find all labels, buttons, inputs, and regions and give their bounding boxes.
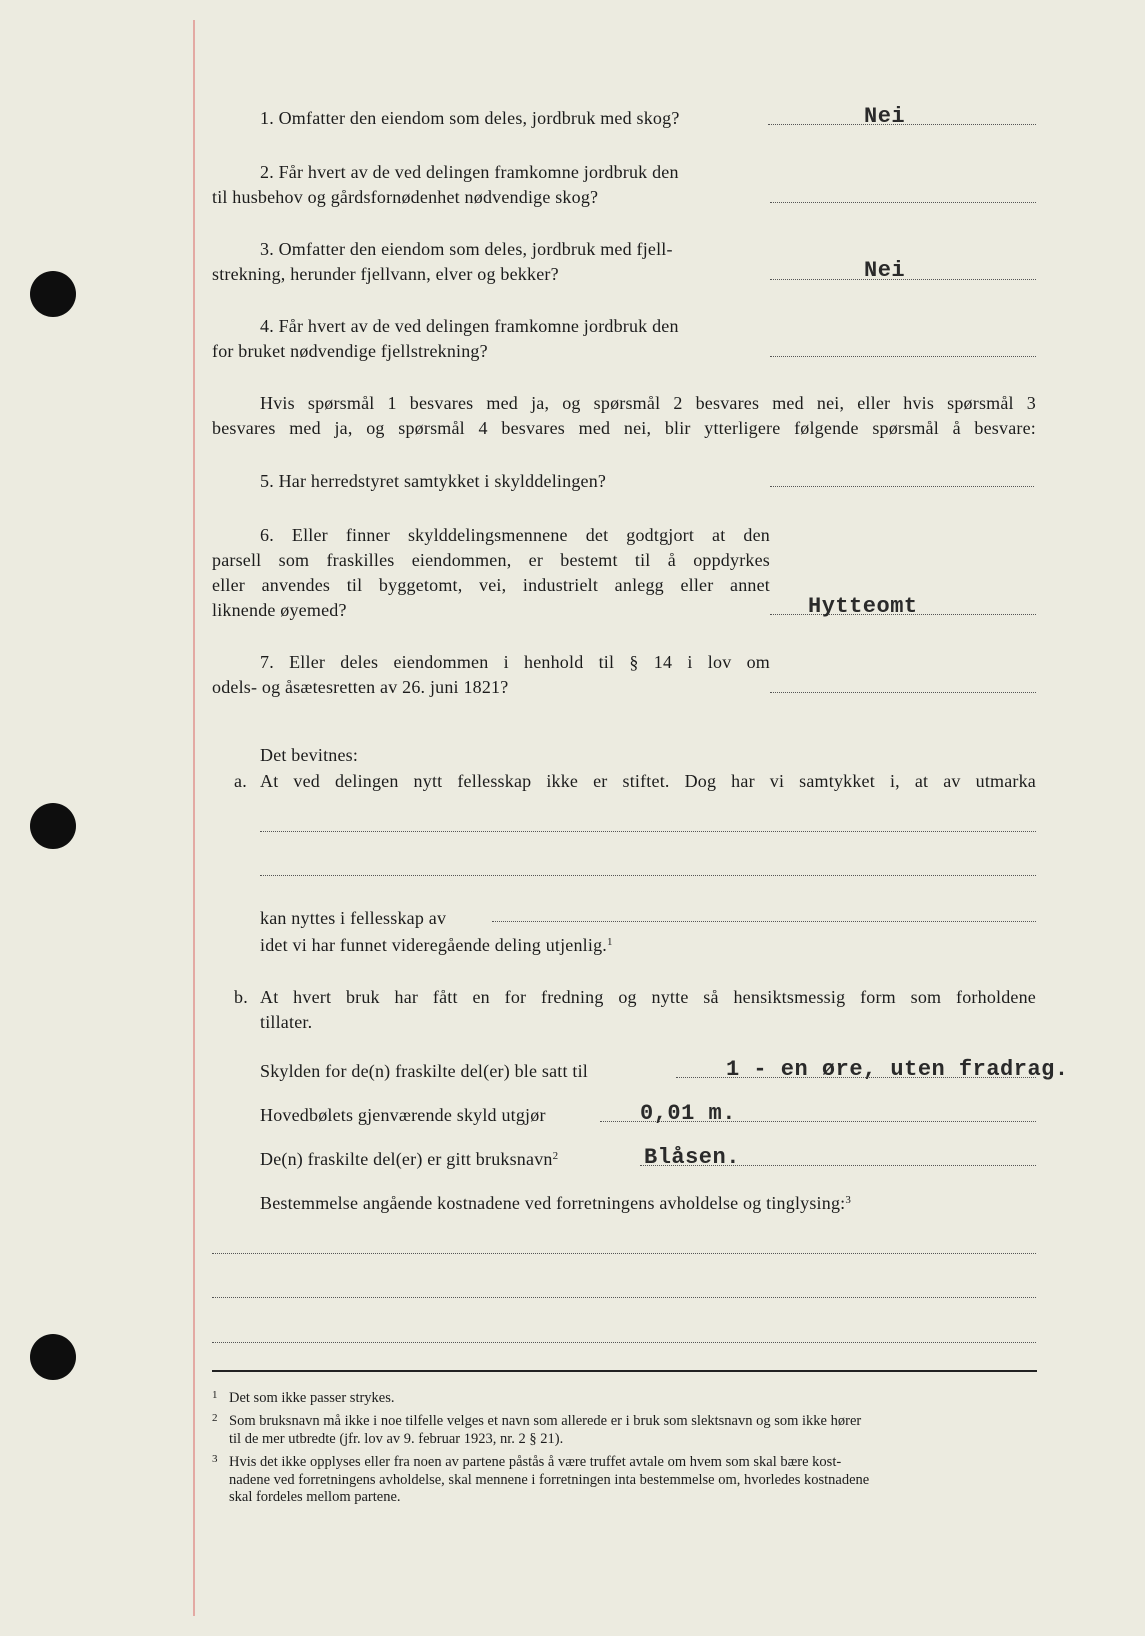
question-3-line-1: 3. Omfatter den eiendom som deles, jordbruk med fjell- <box>260 239 673 259</box>
footnote-ref-3: 3 <box>845 1194 852 1206</box>
bestemmelse-label-text: Bestemmelse angående kostnadene ved forretningens avholdelse og tinglysing: <box>260 1193 846 1213</box>
answer-1: Nei <box>864 104 906 129</box>
idet-text-body: idet vi har funnet videregående deling utjenlig. <box>260 935 607 955</box>
bestemmelse-label <box>260 1191 851 1216</box>
binder-hole <box>30 803 76 849</box>
bestemmelse-line-3 <box>212 1342 1036 1343</box>
hoved-value: 0,01 m. <box>640 1101 736 1126</box>
attest-b-line-2: tillater. <box>260 1012 313 1032</box>
binder-hole <box>30 271 76 317</box>
question-6-line-4: liknende øyemed? <box>212 600 347 620</box>
question-6-line-1: 6. Eller finner skylddelingsmennene det godtgjort at den <box>260 525 770 545</box>
question-6-line-3: eller anvendes til byggetomt, vei, industrielt anlegg eller annet <box>212 575 770 595</box>
question-1: 1. Omfatter den eiendom som deles, jordbruk med skog? <box>260 108 680 128</box>
question-3-line-2: strekning, herunder fjellvann, elver og bekker? <box>212 264 559 284</box>
footnote-number: 3 <box>212 1453 218 1465</box>
bestemmelse-line-2 <box>212 1297 1036 1298</box>
bruksnavn-label <box>260 1147 558 1172</box>
attest-b-label: b. <box>234 987 248 1007</box>
bestemmelse-line-1 <box>212 1253 1036 1254</box>
question-5: 5. Har herredstyret samtykket i skylddelingen? <box>260 471 607 491</box>
question-4-line-2: for bruket nødvendige fjellstrekning? <box>212 341 488 361</box>
hoved-label: Hovedbølets gjenværende skyld utgjør <box>260 1105 546 1125</box>
question-7-line-1: 7. Eller deles eiendommen i henhold til § 14 i lov om <box>260 652 770 672</box>
answer-line-2 <box>770 202 1036 203</box>
answer-3: Nei <box>864 258 906 283</box>
footnote-text: Som bruksnavn må ikke i noe tilfelle velges et navn som allerede er i bruk som slektsnavn og som ikke hører <box>229 1413 862 1429</box>
bruksnavn-label-text: De(n) fraskilte del(er) er gitt bruksnavn <box>260 1149 553 1169</box>
condition-line-1: Hvis spørsmål 1 besvares med ja, og spørsmål 2 besvares med nei, eller hvis spørsmål 3 <box>260 393 1036 413</box>
margin-rule <box>193 20 195 1616</box>
footnote-ref-1: 1 <box>607 936 613 948</box>
question-2-line-2: til husbehov og gårdsfornødenhet nødvendige skog? <box>212 187 599 207</box>
attest-a-text: At ved delingen nytt fellesskap ikke er stiftet. Dog har vi samtykket i, at av utmarka <box>260 771 1036 791</box>
skyld-value: 1 - en øre, uten fradrag. <box>726 1057 1069 1082</box>
footnote-number: 1 <box>212 1389 218 1401</box>
utmark-line-2 <box>260 875 1036 876</box>
idet-text <box>260 933 613 958</box>
question-4-line-1: 4. Får hvert av de ved delingen framkomne jordbruk den <box>260 316 679 336</box>
common-use-label: kan nyttes i fellesskap av <box>260 908 447 928</box>
footnote-text: skal fordeles mellom partene. <box>229 1489 401 1505</box>
footnote-ref-2: 2 <box>552 1150 559 1162</box>
footnote-text: Hvis det ikke opplyses eller fra noen av partene påstås å være truffet avtale om hvem som skal bære kost- <box>229 1454 842 1470</box>
attest-b-line-1: At hvert bruk har fått en for fredning og nytte så hensiktsmessig form som forholdene <box>260 987 1036 1007</box>
condition-line-2: besvares med ja, og spørsmål 4 besvares med nei, blir ytterligere følgende spørsmål å besvare: <box>212 418 1036 438</box>
answer-6: Hytteomt <box>808 594 918 619</box>
question-6-line-2: parsell som fraskilles eiendommen, er bestemt til å oppdyrkes <box>212 550 770 570</box>
attest-a-label: a. <box>234 771 247 791</box>
binder-hole <box>30 1334 76 1380</box>
common-use-line <box>492 921 1036 922</box>
question-7-line-2: odels- og åsætesretten av 26. juni 1821? <box>212 677 509 697</box>
footnote-text: nadene ved forretningens avholdelse, skal mennene i forretningen inta bestemmelse om, hvorledes kostnadene <box>229 1471 870 1488</box>
footnote-text: Det som ikke passer strykes. <box>229 1390 395 1406</box>
utmark-line-1 <box>260 831 1036 832</box>
question-2-line-1: 2. Får hvert av de ved delingen framkomne jordbruk den <box>260 162 679 182</box>
footnote-number: 2 <box>212 1412 218 1424</box>
answer-line-7 <box>770 692 1036 693</box>
answer-line-5 <box>770 486 1034 487</box>
answer-line-4 <box>770 356 1036 357</box>
footnote-text: til de mer utbredte (jfr. lov av 9. februar 1923, nr. 2 § 21). <box>229 1430 564 1447</box>
attest-heading: Det bevitnes: <box>260 745 359 765</box>
skyld-label: Skylden for de(n) fraskilte del(er) ble satt til <box>260 1061 588 1081</box>
footnote-rule <box>212 1370 1037 1372</box>
bruksnavn-value: Blåsen. <box>644 1145 740 1170</box>
